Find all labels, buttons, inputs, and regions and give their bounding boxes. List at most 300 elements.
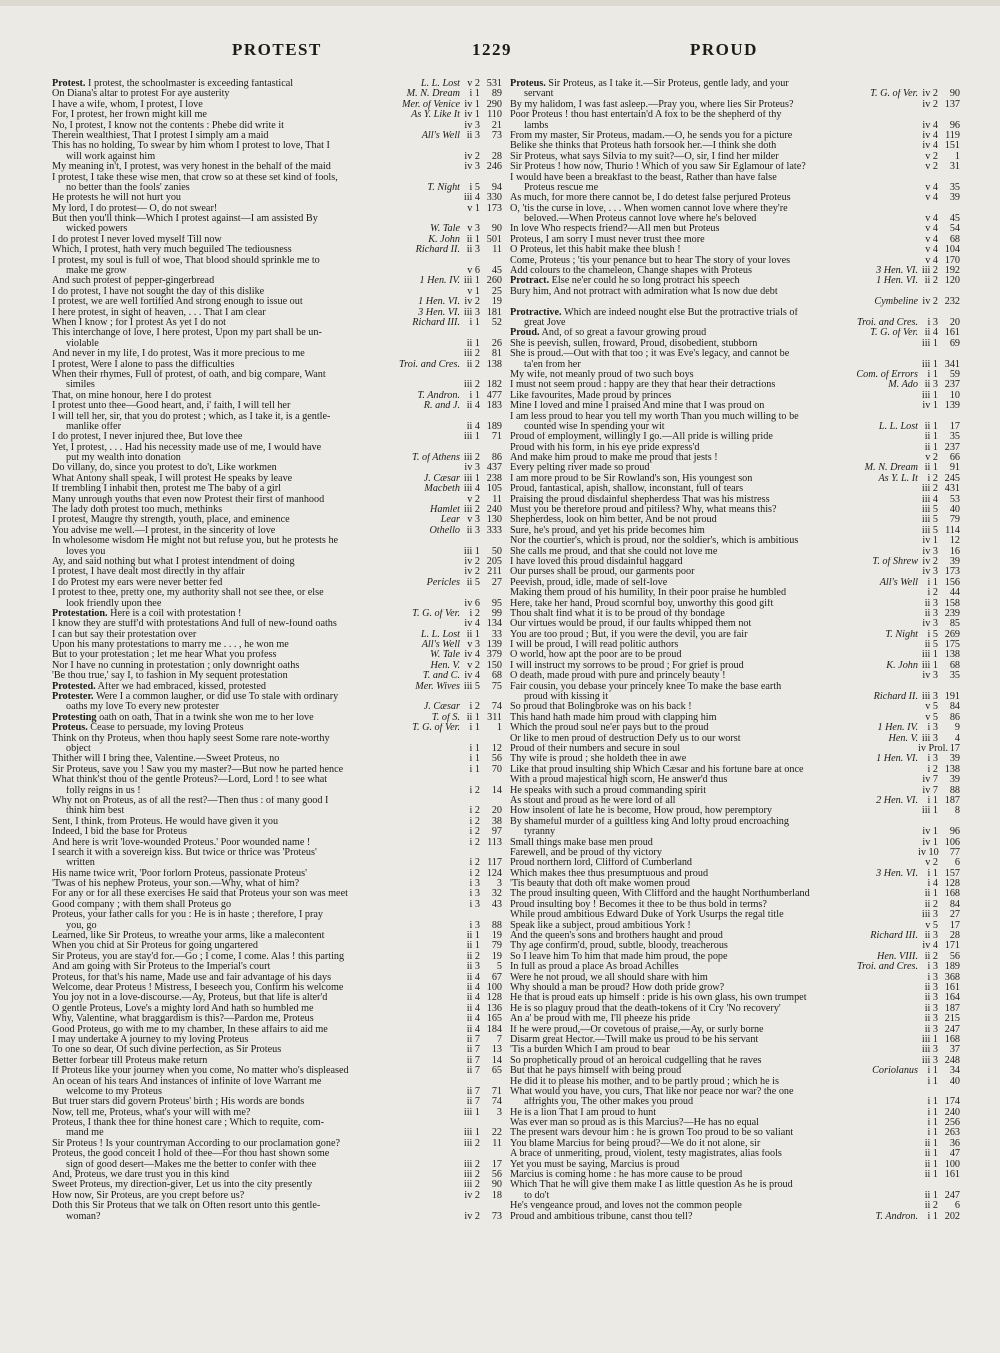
quotation-text bbox=[52, 443, 321, 453]
quotation: You advise me well.—I protest, in the sincerity of love bbox=[52, 525, 276, 536]
quotation: oaths my love To every new protester bbox=[66, 702, 220, 713]
quotation: Welcome, dear Proteus ! Mistress, I beseech you, Confirm his welcome bbox=[52, 982, 344, 993]
concordance-line bbox=[52, 806, 502, 816]
line-number: 130 bbox=[486, 515, 502, 526]
concordance-line bbox=[52, 204, 502, 214]
line-number: 71 bbox=[491, 1086, 502, 1097]
reference bbox=[840, 588, 960, 598]
reference bbox=[382, 287, 502, 297]
quotation: I would have been a breakfast to the beast, Rather than have false bbox=[510, 172, 777, 183]
reference bbox=[382, 328, 502, 338]
concordance-line bbox=[52, 900, 502, 910]
quotation: Thy age confirm'd, proud, subtle, bloody, treacherous bbox=[510, 941, 728, 952]
act-scene: ii 1 bbox=[466, 941, 480, 952]
quotation-text bbox=[52, 526, 275, 536]
quotation: Speak like a subject, proud ambitious York ! bbox=[510, 920, 691, 931]
act-scene: ii 4 bbox=[466, 1014, 480, 1025]
line-number: 12 bbox=[491, 744, 502, 754]
quotation: Doth this Sir Proteus that we talk on Often resort unto this gentle- bbox=[52, 1201, 321, 1212]
headword: Protract. bbox=[510, 276, 550, 287]
quotation: This hand hath made him proud with clapping him bbox=[510, 712, 717, 723]
quotation-text bbox=[510, 879, 690, 889]
line-number: 3 bbox=[496, 1107, 502, 1118]
concordance-line bbox=[52, 702, 502, 712]
quotation-text bbox=[52, 370, 326, 380]
concordance-line bbox=[52, 547, 502, 557]
quotation-text bbox=[510, 1056, 762, 1066]
quotation-text bbox=[52, 588, 324, 598]
quotation-text bbox=[52, 193, 181, 203]
reference bbox=[382, 921, 502, 931]
quotation-text bbox=[510, 650, 681, 660]
act-scene: ii 1 bbox=[924, 889, 938, 900]
quotation: I protest, we are well fortified And strong enough to issue out bbox=[52, 297, 303, 308]
line-number: 232 bbox=[944, 297, 960, 308]
line-number: 170 bbox=[944, 255, 960, 266]
reference bbox=[382, 765, 502, 775]
line-number: 138 bbox=[486, 359, 502, 370]
line-number: 34 bbox=[949, 1066, 960, 1077]
quotation-text bbox=[510, 557, 683, 567]
quotation: Sir Proteus, what says Silvia to my suit?—O, sir, I find her milder bbox=[510, 151, 779, 162]
quotation: Were he not proud, we all should share with him bbox=[510, 972, 708, 983]
concordance-line bbox=[52, 775, 502, 785]
reference bbox=[840, 1014, 960, 1024]
concordance-line bbox=[52, 588, 502, 598]
concordance-line bbox=[52, 453, 502, 463]
act-scene: iv 2 bbox=[922, 556, 938, 567]
concordance-line bbox=[510, 879, 960, 889]
quotation: Yet, I protest, . . . Had his necessity made use of me, I would have bbox=[52, 442, 322, 453]
reference bbox=[382, 900, 502, 910]
quotation: He is a lion That I am proud to hunt bbox=[510, 1107, 657, 1118]
quotation: For any or for all these exercises He said that Proteus your son was meet bbox=[52, 889, 348, 900]
act-scene: ii 4 bbox=[466, 993, 480, 1004]
concordance-line bbox=[510, 713, 960, 723]
concordance-line bbox=[510, 1045, 960, 1055]
reference bbox=[382, 1035, 502, 1045]
quotation-text bbox=[52, 412, 330, 422]
concordance-line bbox=[52, 1118, 502, 1128]
quotation-text bbox=[52, 671, 288, 681]
concordance-line bbox=[510, 889, 960, 899]
line-number: 161 bbox=[944, 328, 960, 339]
line-number: 77 bbox=[949, 847, 960, 858]
act-scene: iii 2 bbox=[463, 1170, 480, 1181]
concordance-line bbox=[52, 193, 502, 203]
concordance-line bbox=[52, 276, 502, 286]
act-scene: i 2 bbox=[469, 837, 480, 848]
line-number: 45 bbox=[491, 266, 502, 277]
concordance-line bbox=[52, 973, 502, 983]
reference bbox=[840, 1139, 960, 1149]
concordance-line bbox=[52, 1066, 502, 1076]
concordance-line bbox=[52, 619, 502, 629]
quotation: He speaks with such a proud commanding spirit bbox=[510, 785, 707, 796]
quotation-text bbox=[510, 806, 772, 816]
concordance-line bbox=[510, 401, 960, 411]
quotation-text bbox=[510, 1004, 781, 1014]
act-scene: ii 2 bbox=[924, 899, 938, 910]
quotation: And here is writ 'love-wounded Proteus.' Poor wounded name ! bbox=[52, 837, 311, 848]
act-scene: iii 3 bbox=[463, 307, 480, 318]
reference bbox=[840, 941, 960, 951]
quotation-text bbox=[66, 380, 95, 390]
quotation: Praising the proud disdainful shepherdess That was his mistress bbox=[510, 494, 770, 505]
reference bbox=[382, 973, 502, 983]
quotation: Proteus, I thank thee for thine honest care ; Which to requite, com- bbox=[52, 1118, 324, 1129]
quotation: And such protest of pepper-gingerbread bbox=[52, 276, 215, 287]
concordance-line bbox=[510, 360, 960, 370]
line-number: 158 bbox=[944, 598, 960, 609]
reference bbox=[840, 817, 960, 827]
quotation-text bbox=[52, 515, 290, 525]
quotation-text bbox=[52, 879, 299, 889]
concordance-line bbox=[52, 744, 502, 754]
concordance-line bbox=[52, 962, 502, 972]
concordance-line bbox=[510, 900, 960, 910]
act-scene: iii 1 bbox=[463, 1107, 480, 1118]
quotation-text bbox=[510, 1201, 742, 1211]
play-title: As Y. L. It bbox=[878, 473, 918, 484]
quotation-text bbox=[510, 287, 778, 297]
reference bbox=[840, 973, 960, 983]
concordance-line bbox=[510, 547, 960, 557]
reference bbox=[840, 474, 960, 484]
quotation: I will instruct my sorrows to be proud ; For grief is proud bbox=[510, 660, 744, 671]
line-number: 247 bbox=[944, 1190, 960, 1201]
quotation-text bbox=[52, 640, 289, 650]
act-scene: iii 1 bbox=[921, 390, 938, 401]
quotation-text bbox=[510, 734, 741, 744]
quotation: Like that proud insulting ship Which Cæsar and his fortune bare at once bbox=[510, 764, 804, 775]
act-scene: v 4 bbox=[925, 245, 938, 256]
quotation-text bbox=[510, 619, 751, 629]
quotation-text bbox=[510, 1108, 656, 1118]
quotation: lambs bbox=[524, 120, 549, 131]
act-scene: i 3 bbox=[927, 754, 938, 765]
quotation-text bbox=[510, 412, 799, 422]
reference bbox=[840, 100, 960, 110]
act-scene: iv 3 bbox=[464, 162, 480, 173]
line-number: 70 bbox=[491, 764, 502, 775]
act-scene: ii 3 bbox=[466, 525, 480, 536]
quotation: By shameful murder of a guiltless king And lofty proud encroaching bbox=[510, 816, 789, 827]
quotation-text bbox=[52, 713, 314, 723]
act-scene: v 4 bbox=[925, 182, 938, 193]
act-scene: ii 4 bbox=[466, 1003, 480, 1014]
quotation: Come, Proteus ; 'tis your penance but to hear The story of your loves bbox=[510, 255, 791, 266]
reference bbox=[382, 1108, 502, 1118]
act-scene: v 1 bbox=[467, 203, 480, 214]
line-number: 189 bbox=[944, 962, 960, 973]
reference bbox=[382, 869, 502, 879]
quotation: Cease to persuade, my loving Proteus bbox=[90, 723, 244, 734]
reference bbox=[840, 671, 960, 681]
quotation: Sir Proteus, as I take it.—Sir Proteus, gentle lady, and your bbox=[548, 79, 789, 89]
play-title: Troi. and Cres. bbox=[399, 359, 460, 370]
quotation-text bbox=[52, 723, 244, 733]
reference bbox=[840, 1180, 960, 1190]
quotation: I do protest I never loved myself Till now bbox=[52, 234, 222, 245]
headword: Protractive. bbox=[510, 307, 562, 318]
concordance-line bbox=[510, 702, 960, 712]
act-scene: iii 1 bbox=[463, 276, 480, 287]
quotation: beloved.—When Proteus cannot love where he's beloved bbox=[524, 214, 757, 225]
concordance-line bbox=[510, 931, 960, 941]
concordance-line bbox=[510, 224, 960, 234]
quotation: Proteus, for that's his name, Made use and fair advantage of his days bbox=[52, 972, 332, 983]
reference bbox=[840, 287, 960, 297]
quotation: folly reigns in us ! bbox=[66, 785, 141, 796]
reference bbox=[840, 89, 960, 99]
act-scene: iv 1 bbox=[464, 110, 480, 121]
concordance-line bbox=[510, 121, 960, 131]
play-title: Richard III. bbox=[870, 931, 918, 942]
quotation-text bbox=[510, 702, 692, 712]
act-scene: v 2 bbox=[925, 151, 938, 162]
quotation-text bbox=[510, 432, 773, 442]
act-scene: iv 2 bbox=[464, 567, 480, 578]
act-scene: iv 1 bbox=[922, 827, 938, 838]
quotation-text bbox=[52, 869, 307, 879]
quotation: O Proteus, let this habit make thee blush ! bbox=[510, 245, 681, 256]
quotation-text bbox=[52, 775, 327, 785]
act-scene: iv 4 bbox=[464, 650, 480, 661]
reference bbox=[840, 567, 960, 577]
concordance-line bbox=[52, 474, 502, 484]
line-number: 53 bbox=[949, 494, 960, 505]
concordance-line bbox=[510, 245, 960, 255]
quotation: Ay, and said nothing but what I protest intendment of doing bbox=[52, 556, 295, 567]
line-number: 134 bbox=[486, 619, 502, 630]
act-scene: ii 4 bbox=[924, 328, 938, 339]
reference bbox=[840, 848, 960, 858]
play-title: M. N. Dream bbox=[406, 89, 460, 100]
reference bbox=[382, 214, 502, 224]
play-title: Troi. and Cres. bbox=[857, 317, 918, 328]
quotation: Proteus, I am sorry I must never trust thee more bbox=[510, 234, 705, 245]
reference bbox=[382, 412, 502, 422]
reference bbox=[382, 121, 502, 131]
play-title: T. G. of Ver. bbox=[412, 608, 460, 619]
quotation-text bbox=[52, 308, 266, 318]
line-number: 35 bbox=[949, 432, 960, 443]
line-number: 81 bbox=[491, 349, 502, 360]
quotation-text bbox=[52, 952, 344, 962]
quotation: I protest, I take these wise men, that crow so at these set kind of fools, bbox=[52, 172, 338, 183]
line-number: 290 bbox=[486, 99, 502, 110]
line-number: 27 bbox=[491, 577, 502, 588]
act-scene: ii 4 bbox=[466, 972, 480, 983]
quotation: will work against him bbox=[66, 151, 156, 162]
play-title: J. Cæsar bbox=[423, 473, 460, 484]
quotation-text bbox=[66, 858, 95, 868]
quotation-text bbox=[52, 765, 343, 775]
quotation: Sir Proteus, you are stay'd for.—Go ; I come, I come. Alas ! this parting bbox=[52, 951, 345, 962]
reference bbox=[840, 79, 960, 89]
concordance-line bbox=[510, 588, 960, 598]
play-title: W. Tale bbox=[430, 224, 460, 235]
reference bbox=[840, 1201, 960, 1211]
line-number: 137 bbox=[944, 99, 960, 110]
concordance-line bbox=[510, 1066, 960, 1076]
reference bbox=[382, 1128, 502, 1138]
concordance-line bbox=[52, 484, 502, 494]
reference bbox=[382, 1201, 502, 1211]
act-scene: i 3 bbox=[927, 317, 938, 328]
concordance-line bbox=[52, 1035, 502, 1045]
line-number: 8 bbox=[954, 806, 960, 817]
quotation-text bbox=[52, 1077, 321, 1087]
act-scene: ii 1 bbox=[924, 1170, 938, 1181]
concordance-line bbox=[52, 536, 502, 546]
concordance-line bbox=[510, 287, 960, 297]
headword: Protest. bbox=[52, 79, 86, 89]
act-scene: iv 2 bbox=[922, 89, 938, 100]
concordance-line bbox=[52, 370, 502, 380]
line-number: 88 bbox=[949, 785, 960, 796]
line-number: 9 bbox=[954, 723, 960, 734]
reference bbox=[382, 370, 502, 380]
line-number: 17 bbox=[949, 421, 960, 432]
line-number: 19 bbox=[491, 297, 502, 308]
quotation: In love Who respects friend?—All men but Proteus bbox=[510, 224, 720, 235]
reference bbox=[382, 578, 502, 588]
quotation-text bbox=[510, 941, 728, 951]
act-scene: iv 1 bbox=[922, 536, 938, 547]
quotation: In full as proud a place As broad Achilles bbox=[510, 962, 679, 973]
act-scene: iii 1 bbox=[921, 359, 938, 370]
quotation: If trembling I inhabit then, protest me The baby of a girl bbox=[52, 484, 281, 495]
line-number: 11 bbox=[492, 245, 502, 256]
quotation-text bbox=[510, 100, 794, 110]
play-title: Hen. V. bbox=[430, 660, 460, 671]
act-scene: i 1 bbox=[927, 1211, 938, 1222]
act-scene: iv Prol. bbox=[918, 744, 949, 754]
reference bbox=[840, 484, 960, 494]
quotation: you, go bbox=[66, 920, 97, 931]
act-scene: v 2 bbox=[925, 453, 938, 464]
play-title: 3 Hen. VI. bbox=[876, 868, 918, 879]
act-scene: iv 1 bbox=[922, 401, 938, 412]
reference bbox=[382, 526, 502, 536]
reference bbox=[840, 495, 960, 505]
quotation-text bbox=[52, 1191, 244, 1201]
quotation: Thither will I bring thee, Valentine.—Sweet Proteus, no bbox=[52, 754, 280, 765]
act-scene: iii 1 bbox=[463, 1128, 480, 1139]
concordance-line bbox=[52, 245, 502, 255]
concordance-line bbox=[52, 848, 502, 858]
concordance-line bbox=[510, 765, 960, 775]
concordance-line bbox=[52, 1201, 502, 1211]
reference bbox=[382, 796, 502, 806]
quotation-text bbox=[52, 349, 305, 359]
play-title: 1 Hen. VI. bbox=[876, 276, 918, 287]
quotation: look friendly upon thee bbox=[66, 598, 162, 609]
concordance-line bbox=[510, 391, 960, 401]
quotation-text bbox=[510, 1014, 690, 1024]
reference bbox=[382, 1004, 502, 1014]
play-title: J. Cæsar bbox=[423, 702, 460, 713]
concordance-line bbox=[510, 1170, 960, 1180]
quotation: I will be proud, I will read politic authors bbox=[510, 640, 679, 651]
act-scene: iii 5 bbox=[463, 681, 480, 692]
quotation-text bbox=[510, 339, 757, 349]
quotation: From my master, Sir Proteus, madam.—O, he sends you for a picture bbox=[510, 130, 793, 141]
line-number: 14 bbox=[491, 1055, 502, 1066]
act-scene: i 3 bbox=[927, 723, 938, 734]
concordance-line bbox=[510, 1025, 960, 1035]
act-scene: iv 4 bbox=[922, 120, 938, 131]
reference bbox=[840, 640, 960, 650]
quotation-text bbox=[52, 204, 217, 214]
act-scene: i 2 bbox=[469, 608, 480, 619]
concordance-line bbox=[510, 308, 960, 318]
concordance-line bbox=[510, 806, 960, 816]
line-number: 368 bbox=[944, 972, 960, 983]
reference bbox=[840, 1212, 960, 1222]
line-number: 39 bbox=[949, 193, 960, 204]
line-number: 50 bbox=[491, 546, 502, 557]
line-number: 13 bbox=[491, 1045, 502, 1056]
reference bbox=[840, 547, 960, 557]
reference bbox=[382, 692, 502, 702]
act-scene: ii 1 bbox=[466, 712, 480, 723]
concordance-line bbox=[52, 141, 502, 151]
line-number: 43 bbox=[491, 899, 502, 910]
concordance-line bbox=[510, 640, 960, 650]
act-scene: v 4 bbox=[925, 214, 938, 225]
act-scene: ii 1 bbox=[924, 421, 938, 432]
reference bbox=[382, 650, 502, 660]
quotation-text bbox=[510, 1212, 693, 1222]
act-scene: i 1 bbox=[469, 764, 480, 775]
concordance-line bbox=[510, 827, 960, 837]
reference bbox=[382, 1066, 502, 1076]
act-scene: iv 7 bbox=[922, 785, 938, 796]
concordance-line bbox=[510, 152, 960, 162]
concordance-line bbox=[510, 692, 960, 702]
line-number: 119 bbox=[945, 130, 960, 141]
act-scene: i 5 bbox=[927, 629, 938, 640]
act-scene: i 1 bbox=[927, 1107, 938, 1118]
act-scene: v 3 bbox=[467, 224, 480, 235]
quotation-text bbox=[52, 121, 284, 131]
line-number: 19 bbox=[491, 931, 502, 942]
reference bbox=[382, 131, 502, 141]
concordance-line bbox=[52, 713, 502, 723]
concordance-line bbox=[510, 256, 960, 266]
concordance-line bbox=[52, 630, 502, 640]
act-scene: iv 2 bbox=[464, 556, 480, 567]
line-number: 69 bbox=[949, 338, 960, 349]
quotation: Proud, fantastical, apish, shallow, inconstant, full of tears bbox=[510, 484, 744, 495]
reference bbox=[840, 339, 960, 349]
act-scene: ii 1 bbox=[466, 338, 480, 349]
act-scene: i 1 bbox=[927, 795, 938, 806]
reference bbox=[840, 162, 960, 172]
concordance-line bbox=[510, 661, 960, 671]
line-number: 237 bbox=[944, 380, 960, 391]
quotation-text bbox=[52, 100, 203, 110]
quotation-text bbox=[52, 328, 322, 338]
line-number: 37 bbox=[949, 1045, 960, 1056]
quotation-text bbox=[66, 183, 190, 193]
reference bbox=[382, 910, 502, 920]
act-scene: ii 2 bbox=[466, 359, 480, 370]
concordance-line bbox=[52, 952, 502, 962]
